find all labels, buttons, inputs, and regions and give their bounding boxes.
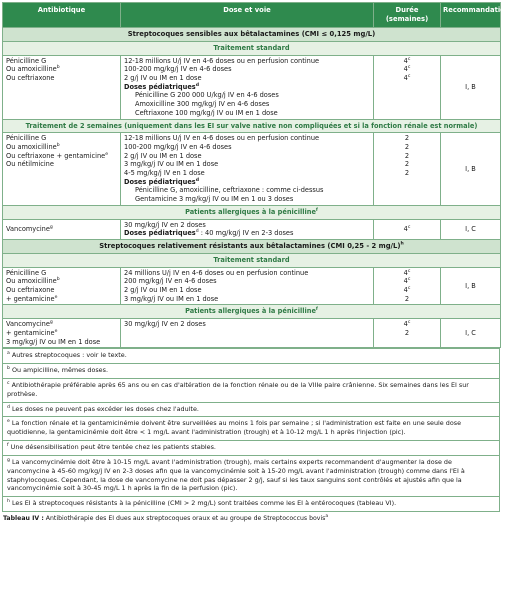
table-row: [3, 219, 501, 239]
dose-line: 30 mg/kg/j IV en 2 doses: [124, 320, 206, 329]
footnote-ref: c: [407, 56, 411, 62]
antibiotic-name: Vancomycine: [6, 224, 50, 233]
footnote-text: Les EI à streptocoques résistants à la pénicilline (CMI > 2 mg/L) sont traitées comme les EI à entérocoques (tableau VI).: [11, 499, 397, 508]
duration-value: 4: [403, 74, 408, 83]
pediatric-label: Doses pédiatriques: [124, 82, 196, 91]
footnote-key: a: [7, 351, 10, 357]
pediatric-dose: Pénicilline G, amoxicilline, ceftriaxone : comme ci-dessus: [135, 186, 324, 195]
subsection-standard-2: Traitement standard: [3, 253, 501, 267]
pediatric-dose: Pénicilline G 200 000 U/kg/j IV en 4-6 doses: [135, 91, 279, 100]
antibiotic-name: + gentamicine: [6, 328, 55, 337]
dose-line: 200 mg/kg/j IV en 4-6 doses: [124, 277, 217, 286]
antibiotic-name: Ou ceftriaxone: [6, 286, 55, 295]
caption-text: Antibiothérapie des EI dues aux streptocoques oraux et au groupe de Streptococcus bovis: [43, 515, 326, 523]
footnote-ref: e: [54, 328, 58, 334]
footnote-ref: e: [54, 294, 58, 300]
footnote-text: Antibiothérapie préférable après 65 ans ou en cas d'altération de la fonction rénale ou de la VIIIe paire crânienne. Six semaines dans les EI sur prothèse.: [7, 380, 469, 398]
dose-line: 12-18 millions U/j IV en 4-6 doses ou en perfusion continue: [124, 56, 320, 65]
duration-value: 2: [404, 142, 410, 151]
table-row: [3, 267, 501, 305]
table-row: [3, 133, 501, 206]
subsection-allergy-2: [3, 305, 501, 319]
footnote-ref: c: [407, 73, 411, 79]
antibiotic-name: Pénicilline G: [6, 268, 47, 277]
subsection-allergy-label: Patients allergiques à la pénicilline: [185, 307, 316, 316]
footnote-key: g: [7, 457, 10, 463]
duration-cell: [374, 219, 441, 239]
footnote: [2, 379, 500, 403]
footnote-text: Autres streptocoques : voir le texte.: [11, 351, 127, 360]
footnote-ref: d: [195, 229, 199, 235]
footnote-ref: c: [407, 268, 411, 274]
footnote: [2, 403, 500, 418]
antibiotic-cell: [3, 267, 121, 305]
footnote-ref: c: [407, 277, 411, 283]
footnotes: [2, 348, 500, 512]
footnote-ref: f: [315, 207, 318, 213]
duration-value: 4: [403, 56, 408, 65]
recommendation-cell: I, B: [441, 133, 501, 206]
dose-line: 2 g/j IV ou IM en 1 dose: [124, 286, 202, 295]
dose-line: 100-200 mg/kg/j IV en 4-6 doses: [124, 142, 232, 151]
table-caption: [2, 515, 500, 522]
antibiotic-name: Ou amoxicilline: [6, 142, 57, 151]
document: [2, 2, 510, 523]
footnote-key: d: [7, 404, 10, 410]
antibiotic-table: [2, 2, 510, 348]
subsection-allergy-label: Patients allergiques à la pénicilline: [185, 207, 316, 216]
antibiotic-name: Ou ceftriaxone: [6, 74, 55, 83]
duration-value: 4: [403, 65, 408, 74]
footnote-key: e: [7, 419, 10, 425]
footnote-ref: g: [49, 319, 53, 325]
dose-line: 12-18 millions U/j IV en 4-6 doses ou en perfusion continue: [124, 134, 320, 143]
footnote-key: h: [7, 499, 10, 505]
antibiotic-dose-inline: 3 mg/kg/j IV ou IM en 1 dose: [6, 337, 101, 346]
antibiotic-cell: [3, 219, 121, 239]
dose-line: 100-200 mg/kg/j IV en 4-6 doses: [124, 65, 232, 74]
footnote-key: b: [7, 365, 10, 371]
header-antibiotique: Antibiotique: [3, 3, 121, 28]
footnote-text: La vancomycinémie doit être à 10-15 mg/L avant l'administration (trough), mais certains experts recommandent d'augmenter la dose de vancomycine à 45-60 mg/kg/j IV en 2-3 doses afin que la vancomycinémie soit à 15-20 mg/L avant l'administration (trough) comme dans l'EI à staphylocoques. Cependant, la dose de vancomycine ne doit pas dépasser 2 g/j, sauf si les taux sanguins sont contrôlés et ajustés afin que la vancomycinémie soit à 30-45 mg/L 1 h après la fin de la perfusion (pic).: [7, 457, 465, 493]
footnote-ref: b: [56, 277, 60, 283]
footnote-ref: c: [407, 224, 411, 230]
footnote: [2, 348, 500, 364]
footnote-key: c: [7, 380, 10, 386]
footnote-text: Les doses ne peuvent pas excéder les doses chez l'adulte.: [11, 404, 199, 413]
pediatric-label: Doses pédiatriques: [124, 229, 196, 238]
dose-cell: [121, 267, 374, 305]
duration-cell: [374, 133, 441, 206]
duration-cell: [374, 319, 441, 348]
footnote: [2, 497, 500, 512]
duration-value: 2: [404, 294, 410, 303]
duration-value: 2: [404, 134, 410, 143]
footnote-key: f: [7, 442, 9, 448]
antibiotic-name: Ou amoxicilline: [6, 277, 57, 286]
duration-value: 2: [404, 160, 410, 169]
antibiotic-name: Ou amoxicilline: [6, 65, 57, 74]
duration-cell: [374, 267, 441, 305]
antibiotic-name: Ou nétilmicine: [6, 160, 54, 169]
footnote-text: La fonction rénale et la gentamicinémie doivent être surveillées au moins 1 fois par semaine ; si l'administration est faite en une seule dose quotidienne, la gentamicinémie doit être < 1 mg/L avant l'administration (trough) et à 10-12 mg/L 1 h après l'injection (pic).: [7, 419, 461, 437]
footnote: [2, 364, 500, 379]
recommendation-cell: I, C: [441, 319, 501, 348]
dose-cell: [121, 319, 374, 348]
footnote-ref: g: [49, 224, 53, 230]
dose-line: 3 mg/kg/j IV ou IM en 1 dose: [124, 294, 219, 303]
section-title-label: Streptocoques relativement résistants aux bêtalactamines (CMI 0,25 - 2 mg/L): [99, 241, 401, 250]
antibiotic-name: Pénicilline G: [6, 134, 47, 143]
antibiotic-cell: [3, 319, 121, 348]
pediatric-dose: Amoxicilline 300 mg/kg/j IV en 4-6 doses: [135, 100, 270, 109]
duration-value: 4: [403, 224, 408, 233]
header-dose: Dose et voie: [121, 3, 374, 28]
dose-line: 2 g/j IV ou IM en 1 dose: [124, 74, 202, 83]
section-title-resistants: [3, 239, 501, 253]
antibiotic-cell: [3, 133, 121, 206]
header-recommandation: Recommandation: [441, 3, 501, 28]
header-duree: Durée (semaines): [374, 3, 441, 28]
footnote: [2, 456, 500, 497]
dose-line: 30 mg/kg/j IV en 2 doses: [124, 220, 206, 229]
footnote-ref: c: [407, 65, 411, 71]
footnote-ref: h: [400, 241, 404, 247]
duration-cell: [374, 55, 441, 119]
subsection-allergy: [3, 205, 501, 219]
caption-label: Tableau IV :: [3, 515, 44, 523]
footnote-ref: c: [407, 319, 411, 325]
recommendation-cell: I, B: [441, 267, 501, 305]
footnote-ref: f: [315, 307, 318, 313]
duration-value: 4: [403, 286, 408, 295]
duration-value: 4: [403, 277, 408, 286]
recommendation-cell: I, B: [441, 55, 501, 119]
recommendation-cell: I, C: [441, 219, 501, 239]
footnote-text: Ou ampicilline, mêmes doses.: [11, 366, 108, 375]
antibiotic-cell: [3, 55, 121, 119]
duration-value: 2: [404, 151, 410, 160]
dose-cell: [121, 133, 374, 206]
dose-line: 24 millions U/j IV en 4-6 doses ou en perfusion continue: [124, 268, 309, 277]
footnote: [2, 417, 500, 441]
subsection-two-weeks: Traitement de 2 semaines (uniquement dans les EI sur valve native non compliquées et si la fonction rénale est normale): [3, 119, 501, 133]
section-title-sensibles: Streptocoques sensibles aux bêtalactamines (CMI ≤ 0,125 mg/L): [3, 27, 501, 41]
antibiotic-name: Pénicilline G: [6, 56, 47, 65]
duration-value: 2: [404, 169, 410, 178]
footnote-ref: e: [105, 151, 109, 157]
antibiotic-name: Ou ceftriaxone + gentamicine: [6, 151, 106, 160]
footnote-ref: b: [56, 142, 60, 148]
duration-value: 2: [404, 328, 410, 337]
footnote-ref: d: [195, 82, 200, 88]
pediatric-label: Doses pédiatriques: [124, 177, 196, 186]
antibiotic-name: + gentamicine: [6, 294, 55, 303]
antibiotic-name: Vancomycine: [6, 320, 50, 329]
subsection-standard: Traitement standard: [3, 41, 501, 55]
table-row: [3, 319, 501, 348]
pediatric-dose: Ceftriaxone 100 mg/kg/j IV ou IM en 1 dose: [135, 108, 278, 117]
footnote-ref: c: [407, 285, 411, 291]
dose-line: 2 g/j IV ou IM en 1 dose: [124, 151, 202, 160]
duration-value: 4: [403, 320, 408, 329]
dose-line: 3 mg/kg/j IV ou IM en 1 dose: [124, 160, 219, 169]
table-row: [3, 55, 501, 119]
dose-cell: [121, 55, 374, 119]
table-header-row: [3, 3, 501, 28]
dose-line: 4-5 mg/kg/j IV en 1 dose: [124, 169, 205, 178]
footnote-text: Une désensibilisation peut être tentée chez les patients stables.: [10, 443, 216, 452]
footnote-ref: a: [325, 513, 329, 519]
duration-value: 4: [403, 268, 408, 277]
dose-cell: [121, 219, 374, 239]
footnote: [2, 441, 500, 456]
footnote-ref: d: [195, 177, 200, 183]
pediatric-dose: Gentamicine 3 mg/kg/j IV ou IM en 1 ou 3 doses: [135, 195, 294, 204]
footnote-ref: b: [56, 65, 60, 71]
pediatric-dose: : 40 mg/kg/j IV en 2-3 doses: [198, 229, 294, 238]
